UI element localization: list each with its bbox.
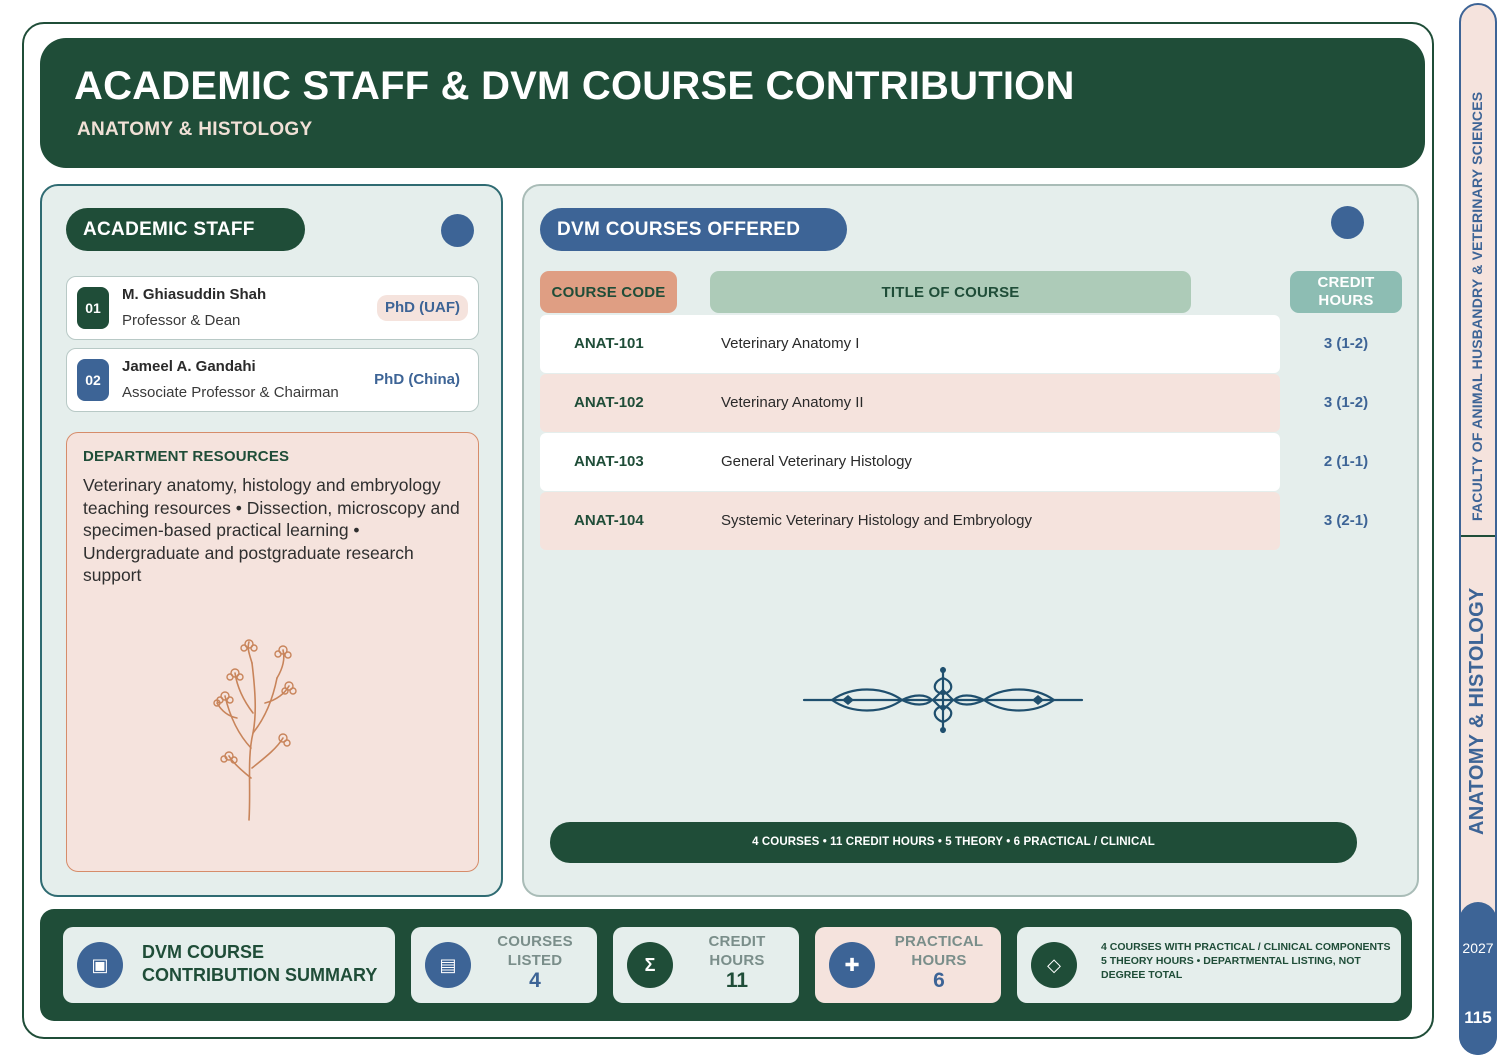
square-icon: ▣ (77, 942, 123, 988)
course-code: ANAT-102 (574, 394, 644, 411)
stat-value: 6 (933, 969, 945, 992)
credit-hours-stat (683, 932, 791, 992)
credit-hours-card (613, 927, 799, 1003)
staff-number: 01 (77, 287, 109, 329)
courses-summary-bar: 4 COURSES • 11 CREDIT HOURS • 5 THEORY • 6 PRACTICAL / CLINICAL (550, 822, 1357, 863)
courses-panel (522, 184, 1419, 897)
staff-dot-icon (441, 214, 474, 247)
side-tab-footer (1459, 902, 1497, 1055)
course-credit: 2 (1-1) (1323, 453, 1369, 470)
stat-label: HOURS (709, 952, 765, 969)
table-row (540, 492, 1280, 550)
department-vertical-label: ANATOMY & HISTOLOGY (1466, 587, 1488, 835)
year-label: 2027 (1462, 940, 1494, 956)
page-subtitle: ANATOMY & HISTOLOGY (77, 119, 313, 140)
courses-dot-icon (1331, 206, 1364, 239)
credit-header-line1: CREDIT (1317, 274, 1375, 291)
courses-listed-stat (481, 932, 589, 992)
note-line2: 5 THEORY HOURS • DEPARTMENTAL LISTING, NOT DEGREE TOTAL (1101, 955, 1361, 981)
summary-strip (40, 909, 1412, 1021)
plus-icon: ✚ (829, 942, 875, 988)
header-banner (40, 38, 1425, 168)
summary-title (142, 941, 377, 987)
practical-hours-stat (885, 932, 993, 992)
course-credit: 3 (1-2) (1323, 394, 1369, 411)
course-credit: 3 (1-2) (1323, 335, 1369, 352)
course-title: Veterinary Anatomy II (721, 394, 864, 411)
staff-card-2 (66, 348, 479, 412)
staff-name: Jameel A. Gandahi (122, 358, 256, 375)
floral-sprig-icon (207, 638, 317, 823)
staff-role: Associate Professor & Chairman (122, 384, 339, 401)
practical-hours-card (815, 927, 1001, 1003)
page-number: 115 (1464, 1008, 1492, 1027)
staff-degree-badge: PhD (UAF) (377, 295, 468, 321)
summary-title-card (63, 927, 395, 1003)
stat-label: PRACTICAL (894, 933, 984, 950)
courses-heading: DVM COURSES OFFERED (540, 208, 847, 251)
course-code: ANAT-101 (574, 335, 644, 352)
summary-note (1101, 940, 1391, 982)
list-icon: ▤ (425, 942, 471, 988)
stat-label: HOURS (911, 952, 967, 969)
staff-card-1 (66, 276, 479, 340)
column-header-title: TITLE OF COURSE (710, 271, 1191, 313)
summary-title-line1: DVM COURSE (142, 942, 265, 962)
table-row (540, 374, 1280, 432)
stat-value: 4 (529, 969, 541, 992)
page-title: ACADEMIC STAFF & DVM COURSE CONTRIBUTION (74, 64, 1075, 108)
department-resources-card (66, 432, 479, 872)
faculty-vertical-label: FACULTY OF ANIMAL HUSBANDRY & VETERINARY SCIENCES (1469, 91, 1485, 521)
staff-name: M. Ghiasuddin Shah (122, 286, 267, 303)
table-row (540, 433, 1280, 491)
stat-label: LISTED (507, 952, 563, 969)
staff-role: Professor & Dean (122, 312, 241, 329)
diamond-icon: ◇ (1031, 942, 1077, 988)
courses-listed-card (411, 927, 597, 1003)
staff-degree-badge: PhD (China) (374, 371, 460, 388)
course-title: General Veterinary Histology (721, 453, 912, 470)
sigma-icon: Σ (627, 942, 673, 988)
table-row (540, 315, 1280, 373)
resources-body: Veterinary anatomy, histology and embryology teaching resources • Dissection, microscopy and specimen-based practical learning • Undergraduate and postgraduate research support (83, 475, 460, 585)
stat-label: COURSES (497, 933, 573, 950)
credit-header-line2: HOURS (1318, 292, 1374, 309)
stat-value: 11 (725, 969, 749, 992)
staff-panel (40, 184, 503, 897)
course-code: ANAT-103 (574, 453, 644, 470)
course-credit: 3 (2-1) (1323, 512, 1369, 529)
column-header-code: COURSE CODE (540, 271, 677, 313)
note-card (1017, 927, 1401, 1003)
note-line1: 4 COURSES WITH PRACTICAL / CLINICAL COMPONENTS (1101, 941, 1391, 953)
staff-number: 02 (77, 359, 109, 401)
side-separator (1461, 535, 1495, 537)
staff-heading: ACADEMIC STAFF (66, 208, 305, 251)
course-title: Veterinary Anatomy I (721, 335, 860, 352)
resources-title: DEPARTMENT RESOURCES (83, 448, 290, 465)
stat-label: CREDIT (708, 933, 766, 950)
column-header-credit (1290, 271, 1402, 313)
course-title: Systemic Veterinary Histology and Embryology (721, 512, 1032, 529)
course-code: ANAT-104 (574, 512, 644, 529)
ornament-divider-icon (802, 664, 1084, 736)
summary-title-line2: CONTRIBUTION SUMMARY (142, 965, 378, 985)
